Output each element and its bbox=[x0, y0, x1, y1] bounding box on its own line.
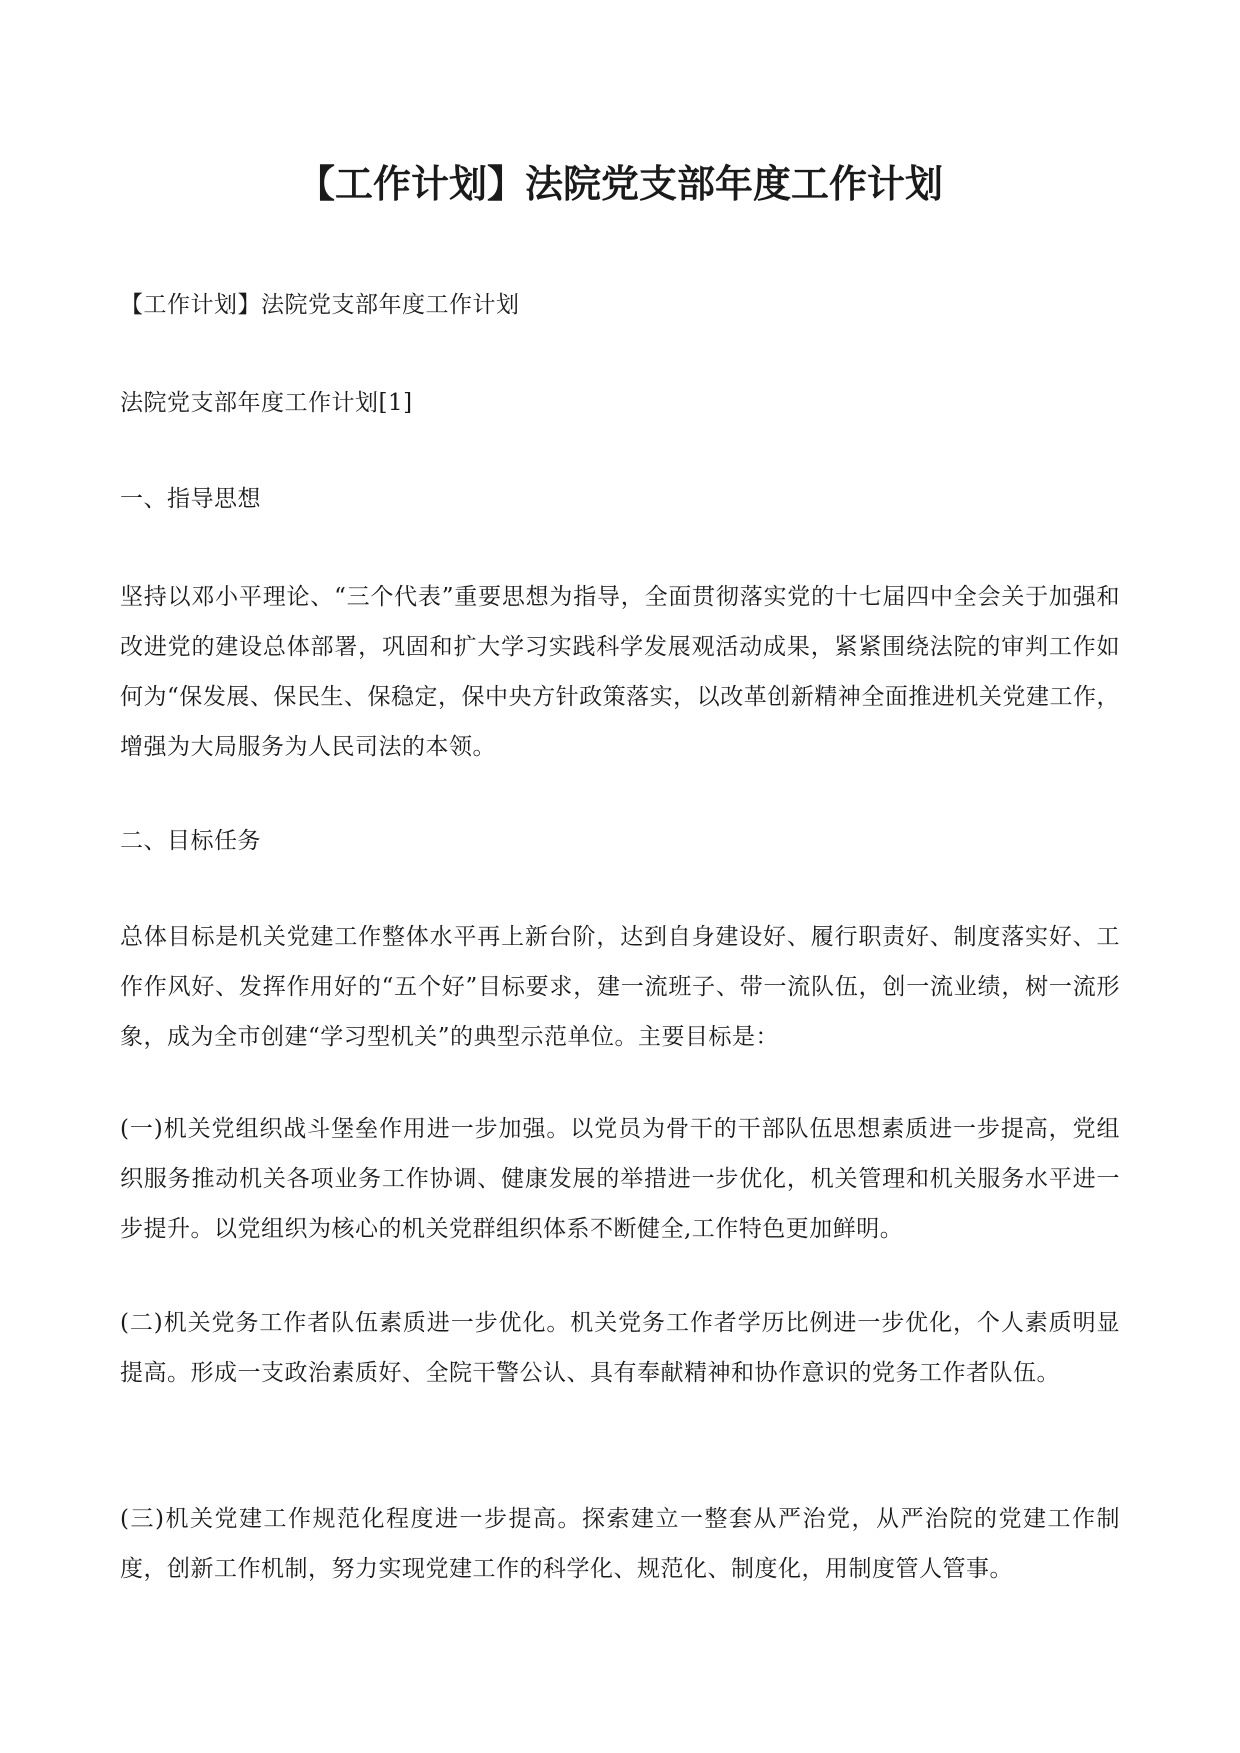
goal-item: (一)机关党组织战斗堡垒作用进一步加强。以党员为骨干的干部队伍思想素质进一步提高，党组织服务推动机关各项业务工作协调、健康发展的举措进一步优化，机关管理和机关服务水平进一步提升。以党组织为核心的机关党群组织体系不断健全,工作特色更加鲜明。 bbox=[120, 1116, 1120, 1242]
document-title: 【工作计划】法院党支部年度工作计划 bbox=[296, 161, 943, 206]
goal-item: (三)机关党建工作规范化程度进一步提高。探索建立一整套从严治党，从严治院的党建工作制度，创新工作机制，努力实现党建工作的科学化、规范化、制度化，用制度管人管事。 bbox=[120, 1506, 1120, 1582]
goal-item: (二)机关党务工作者队伍素质进一步优化。机关党务工作者学历比例进一步优化，个人素质明显提高。形成一支政治素质好、全院干警公认、具有奉献精神和协作意识的党务工作者队伍。 bbox=[120, 1310, 1120, 1386]
document-subtitle: 【工作计划】法院党支部年度工作计划 bbox=[120, 292, 520, 318]
plan-number-line: 法院党支部年度工作计划[1] bbox=[120, 390, 413, 416]
section-body-guiding-ideology: 坚持以邓小平理论、“三个代表”重要思想为指导，全面贯彻落实党的十七届四中全会关于加强和改进党的建设总体部署，巩固和扩大学习实践科学发展观活动成果，紧紧围绕法院的审判工作如何为“保发展、保民生、保稳定，保中央方针政策落实，以改革创新精神全面推进机关党建工作，增强为大局服务为人民司法的本领。 bbox=[120, 584, 1120, 760]
section-heading-goals-tasks: 二、目标任务 bbox=[120, 828, 261, 854]
section-heading-guiding-ideology: 一、指导思想 bbox=[120, 486, 261, 512]
section-body-goals-tasks: 总体目标是机关党建工作整体水平再上新台阶，达到自身建设好、履行职责好、制度落实好、工作作风好、发挥作用好的“五个好”目标要求，建一流班子、带一流队伍，创一流业绩，树一流形象，成为全市创建“学习型机关”的典型示范单位。主要目标是： bbox=[120, 924, 1120, 1050]
